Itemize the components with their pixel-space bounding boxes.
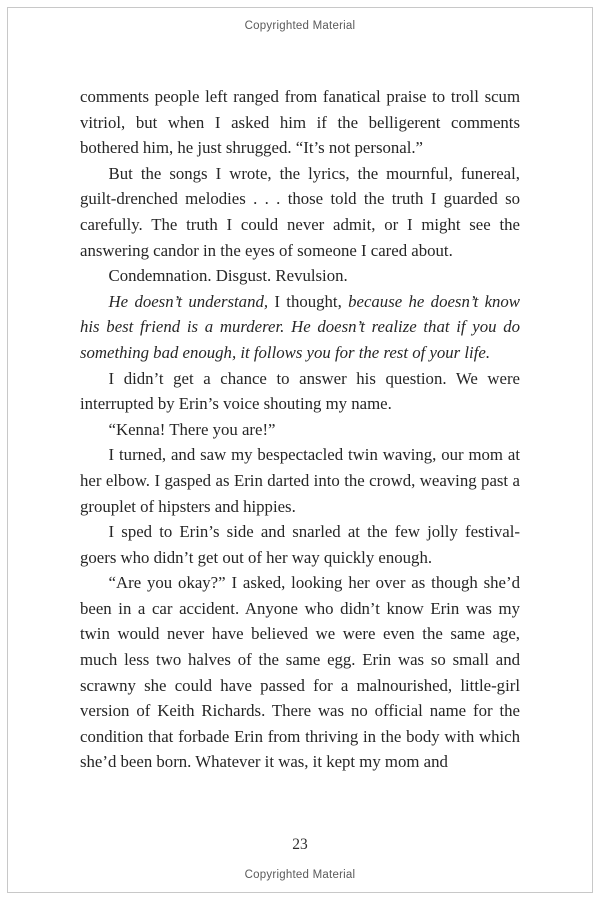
text-segment: “Kenna! There you are!”	[108, 419, 276, 439]
paragraph	[80, 84, 520, 161]
paragraph	[80, 442, 520, 519]
paragraph	[80, 366, 520, 417]
page-frame	[7, 7, 593, 893]
text-segment: I thought,	[268, 291, 349, 311]
text-segment: comments people left ranged from fanatical praise to troll scum vitriol, but when I asked him if the belligerent comments bothered him, he just shrugged. “It’s not personal.”	[80, 87, 520, 158]
copyright-notice-bottom: Copyrighted Material	[244, 869, 356, 881]
page-number: 23	[292, 836, 308, 853]
text-segment: I sped to Erin’s side and snarled at the few jolly festival-goers who didn’t get out of her way quickly enough.	[80, 522, 520, 567]
text-segment: I turned, and saw my bespectacled twin waving, our mom at her elbow. I gasped as Erin darted into the crowd, weaving past a grouplet of hipsters and hippies.	[80, 445, 520, 516]
italic-text-segment: He doesn’t understand,	[108, 291, 269, 311]
paragraph	[80, 417, 520, 443]
paragraph	[80, 570, 520, 775]
page-body	[80, 84, 520, 775]
paragraph	[80, 519, 520, 570]
text-segment: “Are you okay?” I asked, looking her over as though she’d been in a car accident. Anyone who didn’t know Erin was my twin would never have believed we were even the same age, much less two halves of the same egg. Erin was so small and scrawny she could have passed for a malnourished, little-girl version of Keith Richards. There was no official name for the condition that forbade Erin from thriving in the body with which she’d been born. Whatever it was, it kept my mom and	[80, 573, 520, 772]
copyright-notice-top: Copyrighted Material	[244, 20, 356, 32]
paragraph	[80, 289, 520, 366]
text-segment: Condemnation. Disgust. Revulsion.	[108, 266, 348, 286]
paragraph	[80, 263, 520, 289]
text-segment: But the songs I wrote, the lyrics, the mournful, funereal, guilt-drenched melodies . . . those told the truth I guarded so carefully. The truth I could never admit, or I might see the answering candor in the eyes of someone I cared about.	[80, 163, 520, 260]
text-segment: I didn’t get a chance to answer his question. We were interrupted by Erin’s voice shouting my name.	[80, 368, 520, 414]
paragraph	[80, 161, 520, 263]
italic-text-segment: because he doesn’t know his best friend is a murderer. He doesn’t realize that if you do something bad enough, it follows you for the rest of your life.	[80, 291, 520, 362]
